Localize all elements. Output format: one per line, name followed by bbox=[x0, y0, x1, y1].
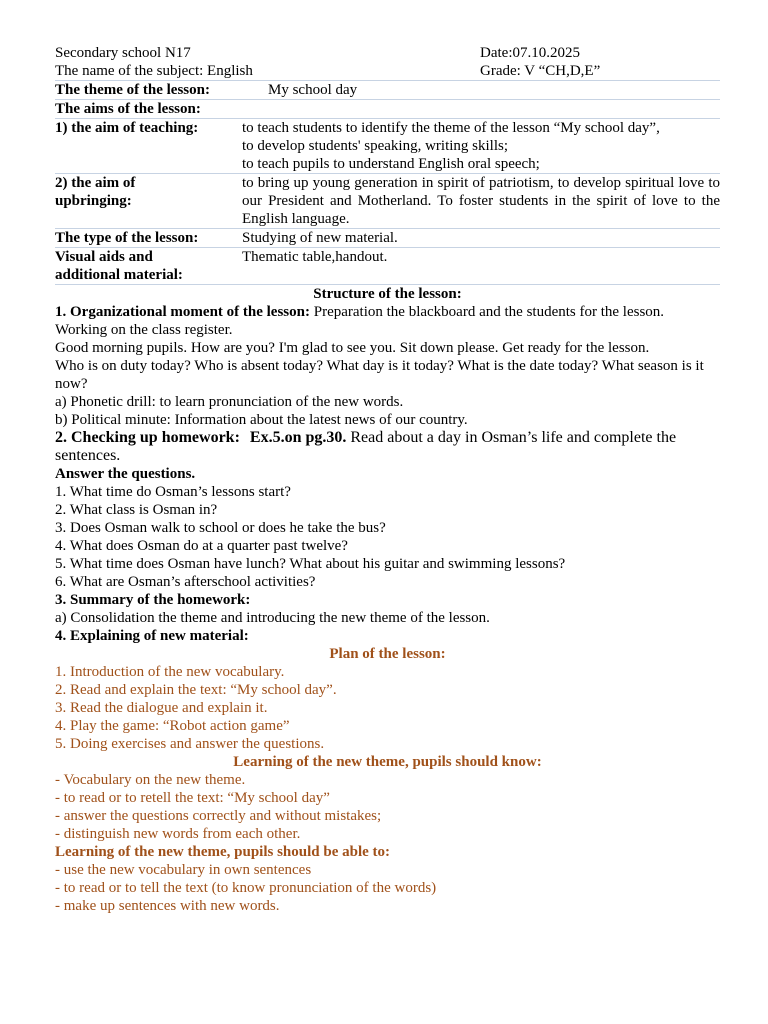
able-item: - use the new vocabulary in own sentences bbox=[55, 862, 312, 878]
upbringing-aim-label: 2) the aim of upbringing: bbox=[55, 174, 242, 229]
plan-item: 1. Introduction of the new vocabulary. bbox=[55, 664, 285, 680]
section-4-title: 4. Explaining of new material: bbox=[55, 628, 249, 644]
upbringing-aim-value: to bring up young generation in spirit of patriotism, to develop spiritual love to our President and Motherland. To foster students in the spirit of love to the English language. bbox=[242, 175, 720, 227]
lesson-type-label: The type of the lesson: bbox=[55, 229, 242, 248]
lesson-type-row bbox=[55, 229, 720, 248]
question-item: 3. Does Osman walk to school or does he take the bus? bbox=[55, 520, 386, 536]
question-item: 4. What does Osman do at a quarter past twelve? bbox=[55, 538, 348, 554]
section-homework bbox=[55, 429, 720, 465]
section-2-exercise: Ex.5.on pg.30. bbox=[249, 429, 347, 446]
subject-name: The name of the subject: English bbox=[55, 63, 253, 79]
questions-title: Answer the questions. bbox=[55, 466, 196, 482]
plan-item: 5. Doing exercises and answer the questions. bbox=[55, 736, 325, 752]
teaching-aim-label: 1) the aim of teaching: bbox=[55, 119, 242, 174]
aims-row bbox=[55, 100, 720, 119]
school-name: Secondary school N17 bbox=[55, 45, 191, 61]
lesson-plan-page bbox=[55, 44, 720, 915]
visual-aids-label: Visual aids and additional material: bbox=[55, 248, 242, 285]
know-item: - answer the questions correctly and without mistakes; bbox=[55, 808, 382, 824]
able-item: - to read or to tell the text (to know pronunciation of the words) bbox=[55, 880, 437, 896]
teaching-aim-value: to teach students to identify the theme of the lesson “My school day”, to develop students' speaking, writing skills; to teach pupils to understand English oral speech; bbox=[242, 119, 720, 174]
section-organizational bbox=[55, 303, 720, 321]
theme-value: My school day bbox=[268, 82, 358, 98]
theme-row bbox=[55, 81, 720, 100]
know-item: - distinguish new words from each other. bbox=[55, 826, 301, 842]
able-heading: Learning of the new theme, pupils should be able to: bbox=[55, 844, 391, 860]
know-heading: Learning of the new theme, pupils should know: bbox=[233, 754, 542, 770]
section-1-line: Working on the class register. bbox=[55, 322, 233, 338]
lesson-info-table bbox=[55, 80, 720, 285]
visual-aids-row bbox=[55, 248, 720, 285]
section-1-line: a) Phonetic drill: to learn pronunciation of the new words. bbox=[55, 394, 404, 410]
question-item: 5. What time does Osman have lunch? What about his guitar and swimming lessons? bbox=[55, 556, 566, 572]
section-1-text: Preparation the blackboard and the students for the lesson. bbox=[309, 304, 665, 320]
structure-heading: Structure of the lesson: bbox=[313, 286, 462, 302]
plan-item: 2. Read and explain the text: “My school day”. bbox=[55, 682, 337, 698]
section-1-line: Good morning pupils. How are you? I'm glad to see you. Sit down please. Get ready for the lesson. bbox=[55, 340, 650, 356]
aims-label: The aims of the lesson: bbox=[55, 100, 720, 119]
question-item: 6. What are Osman’s afterschool activities? bbox=[55, 574, 316, 590]
header-row-2 bbox=[55, 62, 720, 80]
lesson-date: Date:07.10.2025 bbox=[480, 45, 580, 61]
plan-item: 3. Read the dialogue and explain it. bbox=[55, 700, 268, 716]
know-item: - to read or to retell the text: “My school day” bbox=[55, 790, 330, 806]
section-1-line: Who is on duty today? Who is absent today? What day is it today? What is the date today? What season is it now? bbox=[55, 358, 704, 392]
theme-label: The theme of the lesson: bbox=[55, 81, 242, 100]
upbringing-aim-row bbox=[55, 174, 720, 229]
section-1-title: 1. Organizational moment of the lesson: bbox=[55, 304, 310, 320]
plan-item: 4. Play the game: “Robot action game” bbox=[55, 718, 290, 734]
plan-heading: Plan of the lesson: bbox=[329, 646, 446, 662]
visual-aids-value: Thematic table,handout. bbox=[242, 248, 720, 285]
question-item: 1. What time do Osman’s lessons start? bbox=[55, 484, 291, 500]
teaching-aim-row bbox=[55, 119, 720, 174]
grade: Grade: V “CH,D,E” bbox=[480, 63, 601, 79]
question-item: 2. What class is Osman in? bbox=[55, 502, 218, 518]
able-item: - make up sentences with new words. bbox=[55, 898, 280, 914]
lesson-type-value: Studying of new material. bbox=[242, 229, 720, 248]
header-row-1 bbox=[55, 44, 720, 62]
section-1-line: b) Political minute: Information about the latest news of our country. bbox=[55, 412, 468, 428]
know-item: - Vocabulary on the new theme. bbox=[55, 772, 246, 788]
section-2-text: Read about a day in Osman’s life and complete the sentences. bbox=[55, 429, 677, 464]
section-3-text: a) Consolidation the theme and introducing the new theme of the lesson. bbox=[55, 610, 490, 626]
section-2-title: 2. Checking up homework: bbox=[55, 429, 240, 446]
section-3-title: 3. Summary of the homework: bbox=[55, 592, 251, 608]
